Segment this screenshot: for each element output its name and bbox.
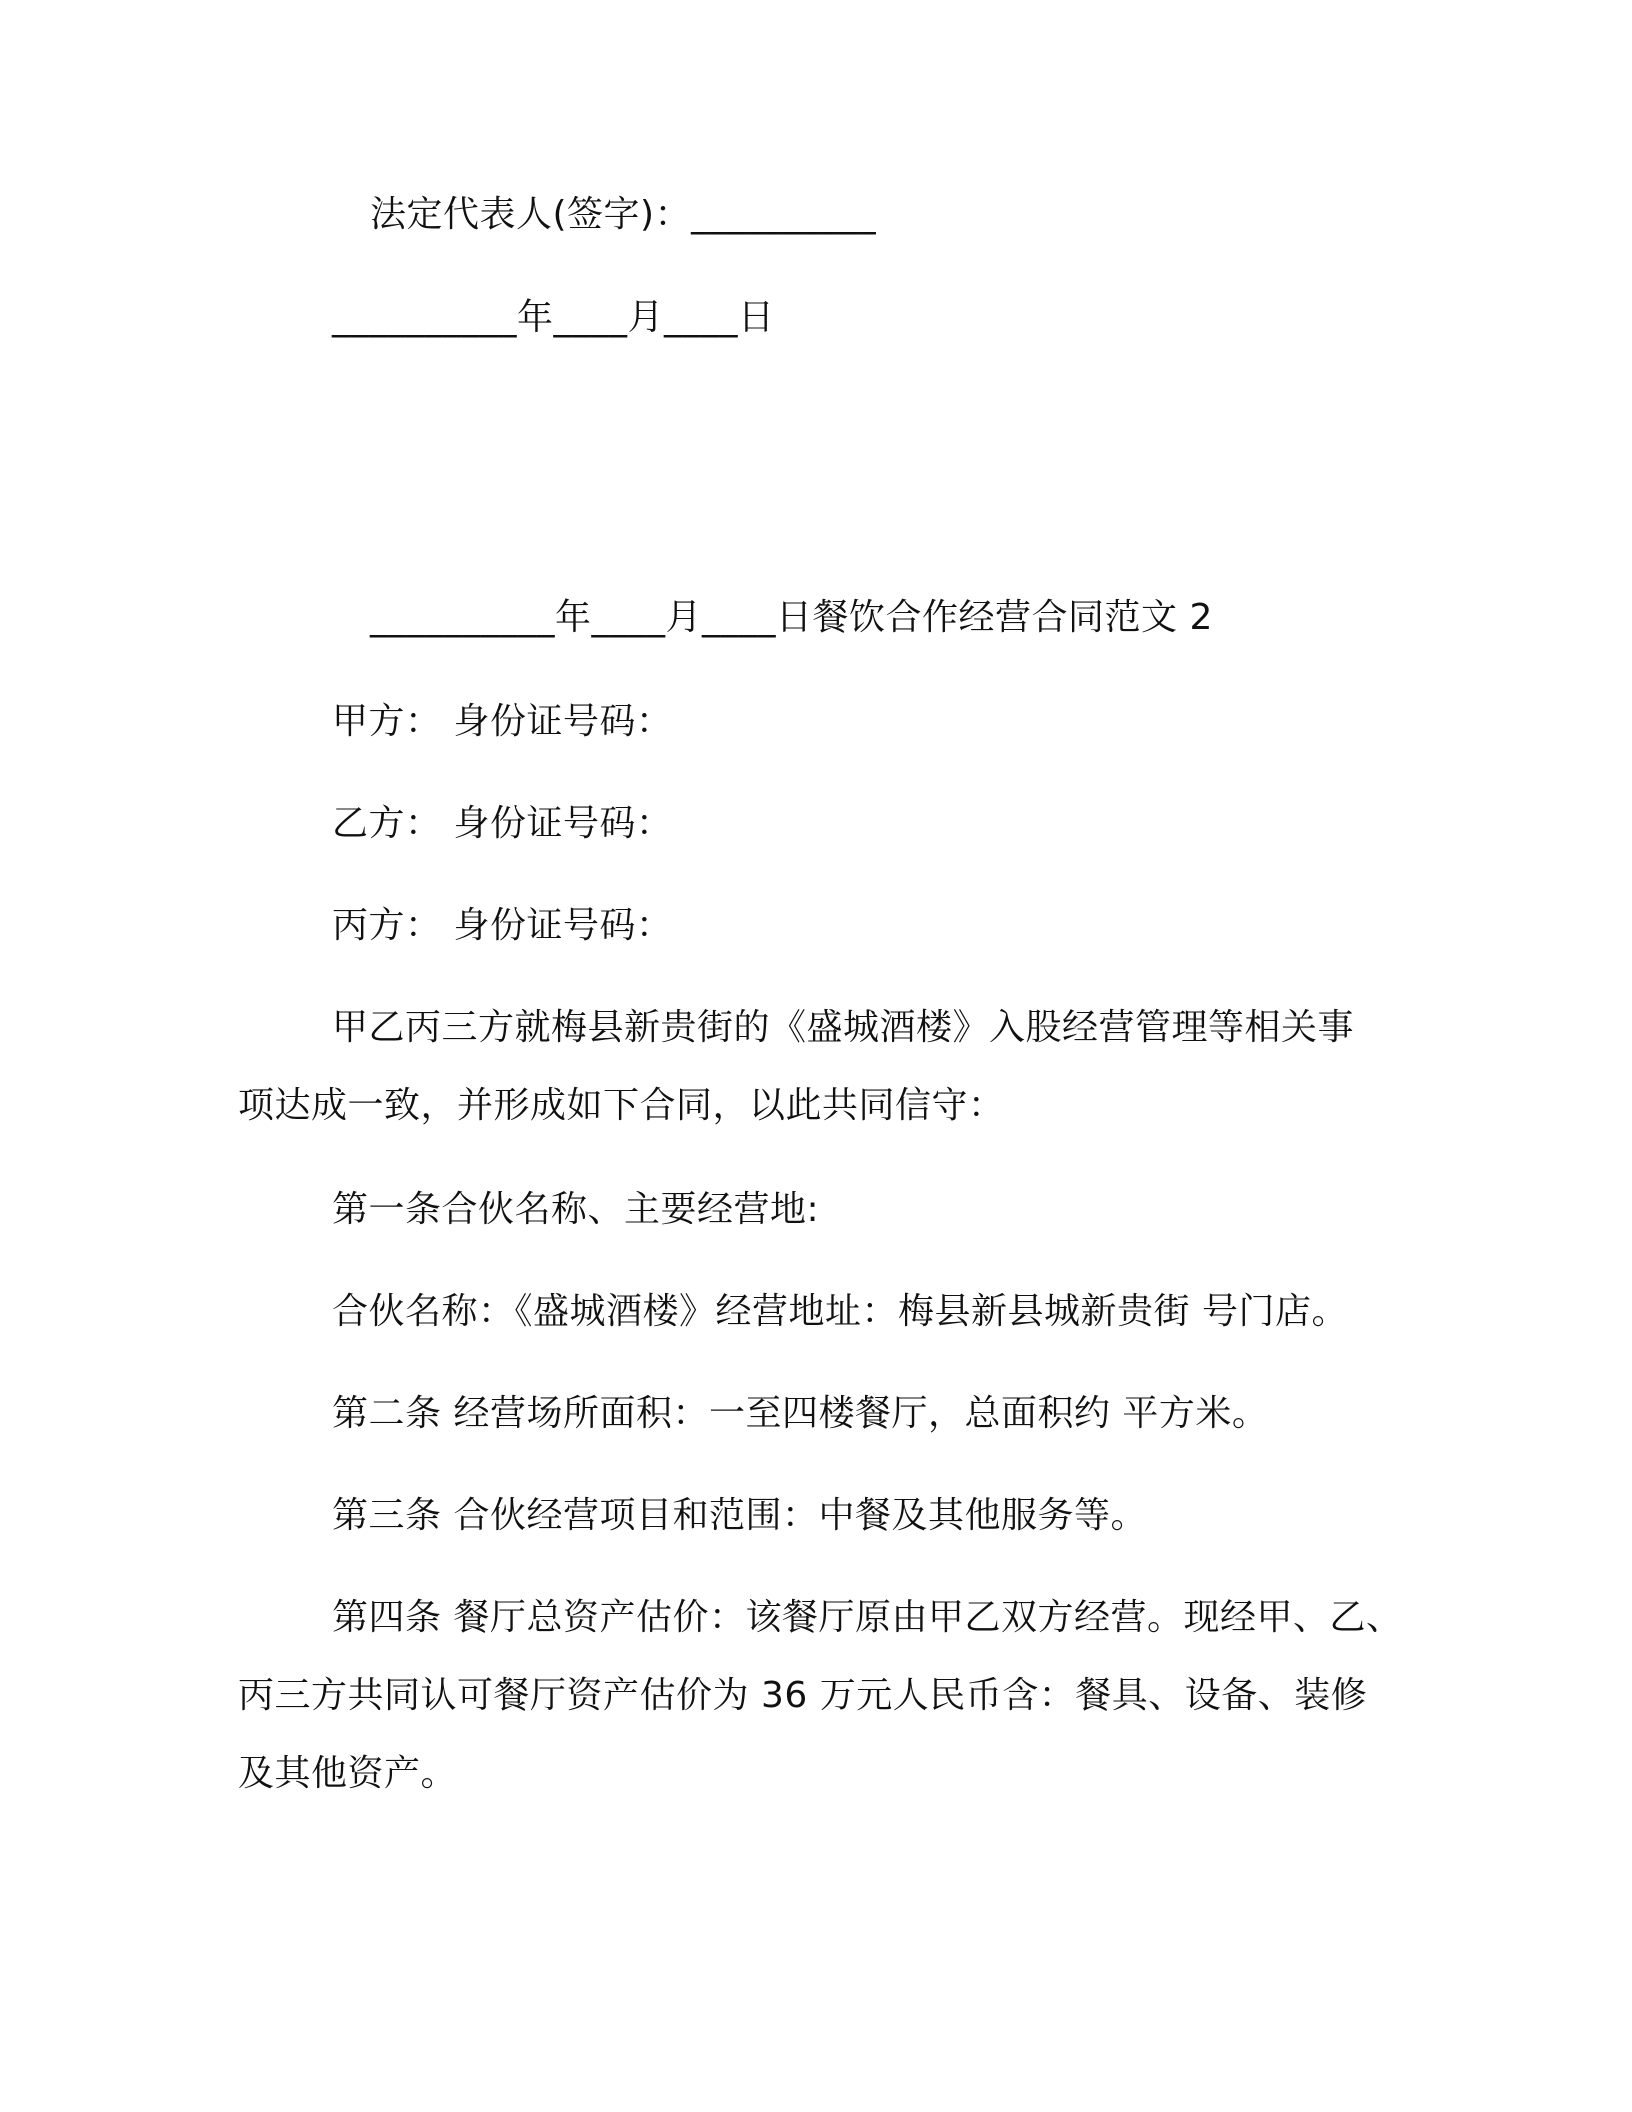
intro-paragraph-line-1: 甲乙丙三方就梅县新贵街的《盛城酒楼》入股经营管理等相关事 bbox=[332, 1007, 1355, 1048]
article-2: 第二条 经营场所面积：一至四楼餐厅，总面积约 平方米。 bbox=[332, 1393, 1269, 1434]
date-line: __________年____月____日 bbox=[332, 297, 775, 338]
article-4-line-3: 及其他资产。 bbox=[238, 1753, 458, 1794]
section-title: __________年____月____日餐饮合作经营合同范文 2 bbox=[370, 597, 1213, 638]
article-4-line-2: 丙三方共同认可餐厅资产估价为 36 万元人民币含：餐具、设备、装修 bbox=[238, 1675, 1368, 1716]
party-b-line: 乙方： 身份证号码： bbox=[332, 803, 673, 844]
article-1-title: 第一条合伙名称、主要经营地: bbox=[332, 1189, 820, 1230]
party-a-line: 甲方： 身份证号码： bbox=[332, 701, 673, 742]
article-1-body: 合伙名称：《盛城酒楼》经营地址：梅县新县城新贵街 号门店。 bbox=[332, 1291, 1348, 1332]
article-4-line-1: 第四条 餐厅总资产估价：该餐厅原由甲乙双方经营。现经甲、乙、 bbox=[332, 1597, 1403, 1638]
party-c-line: 丙方： 身份证号码： bbox=[332, 905, 673, 946]
article-3: 第三条 合伙经营项目和范围：中餐及其他服务等。 bbox=[332, 1495, 1147, 1536]
intro-paragraph-line-2: 项达成一致，并形成如下合同，以此共同信守： bbox=[238, 1085, 1005, 1126]
signature-line: 法定代表人(签字)：__________ bbox=[370, 194, 877, 235]
